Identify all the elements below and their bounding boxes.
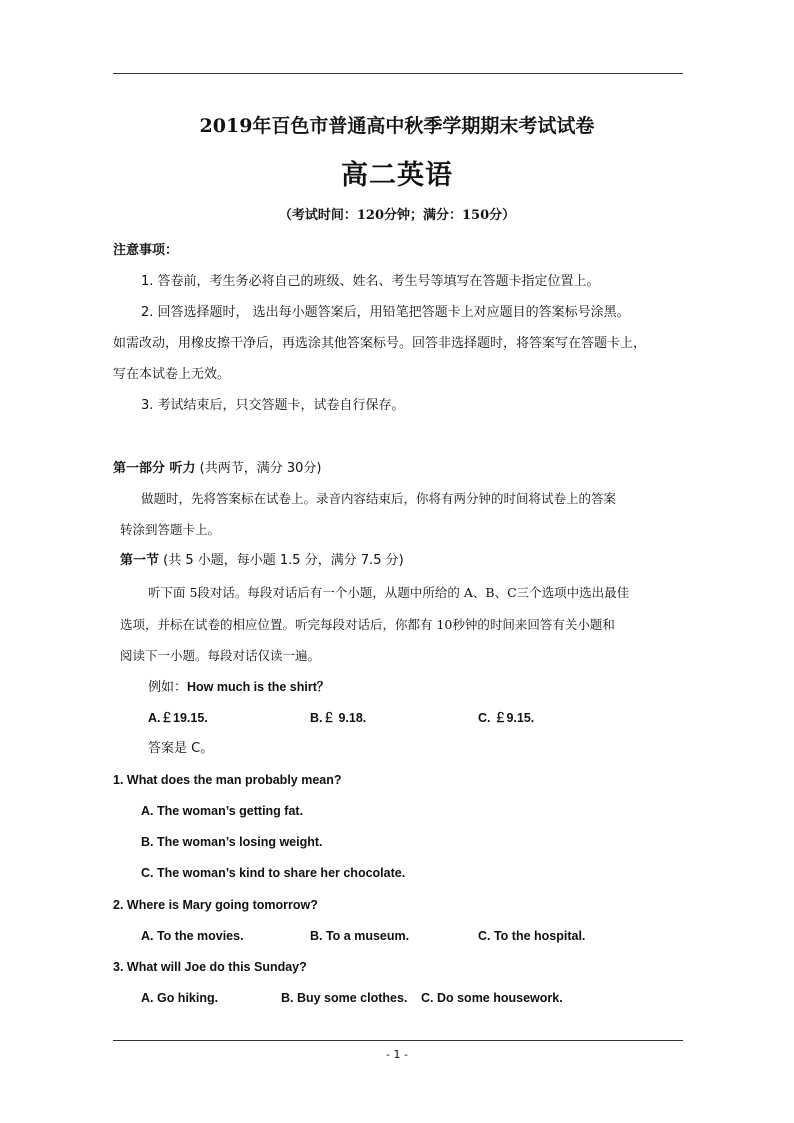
- notice-item-2-line-3: 写在本试卷上无效。: [113, 367, 231, 382]
- question-3-option-a: A. Go hiking.: [141, 991, 219, 1005]
- notice-item-2-line-1: 2. 回答选择题时， 选出每小题答案后，用铅笔把答题卡上对应题目的答案标号涂黑。: [141, 305, 630, 320]
- question-3-option-b: B. Buy some clothes.: [281, 991, 408, 1005]
- section1-heading-title: 第一节: [120, 553, 160, 568]
- part1-heading: [113, 461, 321, 477]
- part1-heading-title: 第一部分 听力: [113, 461, 196, 476]
- example-option-b: B.￡ 9.18.: [310, 711, 367, 725]
- section1-instructions-line-2: 选项，并标在试卷的相应位置。听完每段对话后，你都有 10秒钟的时间来回答有关小题和: [120, 617, 615, 632]
- example-answer: 答案是 C。: [148, 741, 214, 756]
- subject-title: 高二英语: [341, 160, 453, 191]
- header-rule: [113, 73, 683, 74]
- part1-heading-note: (共两节，满分 30分): [195, 461, 322, 476]
- question-3-stem: 3. What will Joe do this Sunday?: [113, 960, 307, 974]
- section1-instructions-line-1: 听下面 5段对话。每段对话后有一个小题，从题中所给的 A、B、C三个选项中选出最佳: [148, 585, 630, 600]
- section1-heading: [120, 553, 404, 569]
- question-2-option-b: B. To a museum.: [310, 929, 410, 943]
- exam-time-info: （考试时间：120分钟；满分：150分）: [278, 208, 516, 223]
- question-1-option-c: C. The woman’s kind to share her chocolate.: [141, 866, 406, 880]
- example-option-a: A.￡19.15.: [148, 711, 208, 725]
- question-1-stem: 1. What does the man probably mean?: [113, 773, 342, 787]
- notice-heading: 注意事项：: [113, 243, 179, 258]
- part1-intro-line-2: 转涂到答题卡上。: [120, 522, 221, 537]
- example-label: 例如：: [148, 680, 188, 695]
- question-3-option-c: C. Do some housework.: [421, 991, 563, 1005]
- notice-item-2-line-2: 如需改动，用橡皮擦干净后，再选涂其他答案标号。回答非选择题时，将答案写在答题卡上，: [113, 336, 647, 351]
- section1-heading-note: (共 5 小题，每小题 1.5 分，满分 7.5 分): [159, 553, 404, 568]
- notice-item-3: 3. 考试结束后，只交答题卡，试卷自行保存。: [141, 398, 405, 413]
- example-question: How much is the shirt？: [187, 680, 330, 694]
- page-number: - 1 -: [386, 1048, 408, 1061]
- question-2-option-c: C. To the hospital.: [478, 929, 586, 943]
- question-1-option-a: A. The woman’s getting fat.: [141, 804, 304, 818]
- example-row: [148, 679, 329, 696]
- question-2-option-a: A. To the movies.: [141, 929, 244, 943]
- notice-item-1: 1. 答卷前，考生务必将自己的班级、姓名、考生号等填写在答题卡指定位置上。: [141, 274, 600, 289]
- example-option-c: C. ￡9.15.: [478, 711, 535, 725]
- question-1-option-b: B. The woman’s losing weight.: [141, 835, 323, 849]
- exam-title: 2019年百色市普通高中秋季学期期末考试试卷: [199, 115, 595, 137]
- section1-instructions-line-3: 阅读下一小题。每段对话仅读一遍。: [120, 648, 321, 663]
- footer-rule: [113, 1040, 683, 1041]
- part1-intro-line-1: 做题时，先将答案标在试卷上。录音内容结束后，你将有两分钟的时间将试卷上的答案: [141, 491, 617, 506]
- question-2-stem: 2. Where is Mary going tomorrow?: [113, 898, 318, 912]
